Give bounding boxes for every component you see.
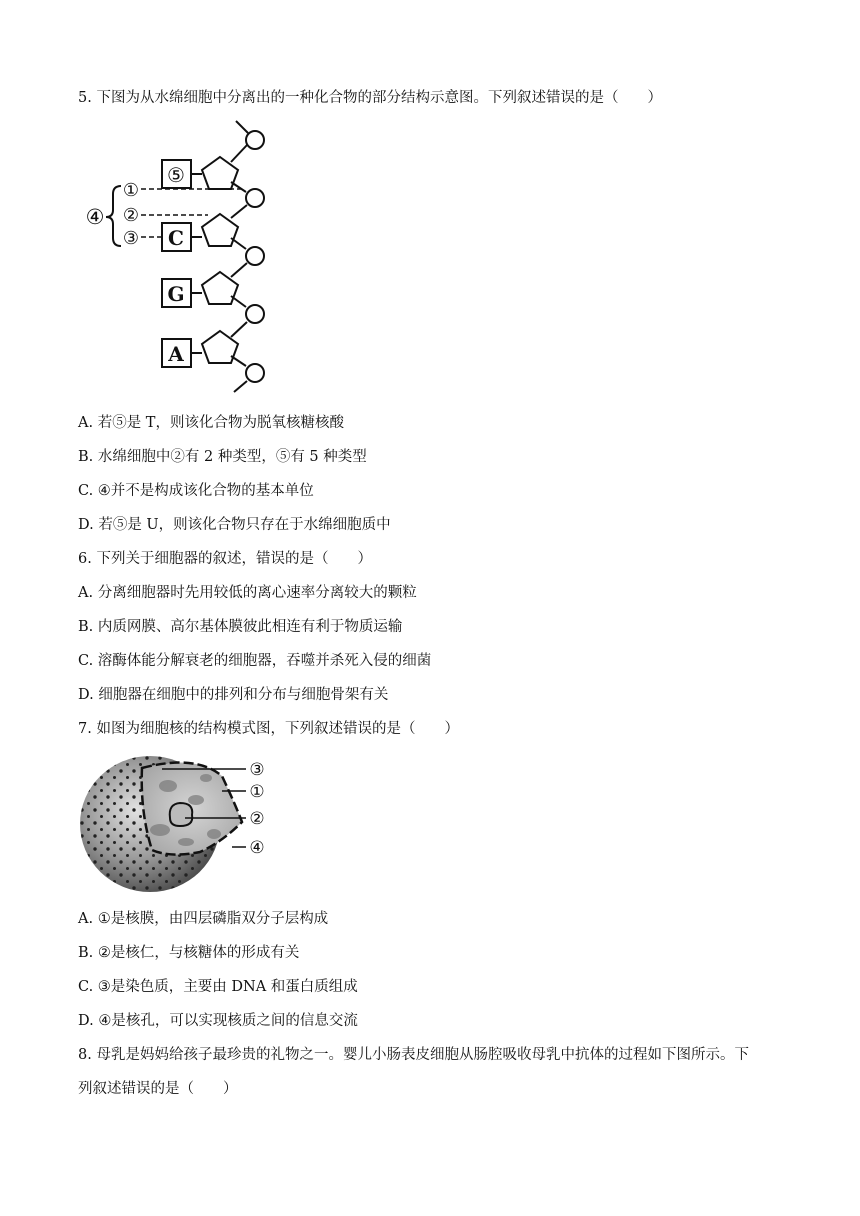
nucleotide-chain-figure	[80, 112, 280, 402]
base-label-c: C	[168, 226, 184, 250]
nucleus-label-1: ①	[249, 782, 265, 802]
phosphate-circle	[246, 131, 264, 149]
q7-option-a: A. ①是核膜，由四层磷脂双分子层构成	[78, 911, 329, 927]
label-group-4: ④	[85, 205, 105, 229]
q7-option-d: D. ④是核孔，可以实现核质之间的信息交流	[78, 1013, 358, 1029]
sugar-pentagon	[202, 157, 238, 189]
nucleolus	[170, 803, 193, 826]
q6-option-b: B. 内质网膜、高尔基体膜彼此相连有利于物质运输	[78, 619, 403, 635]
q7-option-c: C. ③是染色质，主要由 DNA 和蛋白质组成	[78, 979, 358, 995]
phosphate-circle	[246, 247, 264, 265]
base-label-top: ⑤	[167, 163, 185, 187]
base-label-g: G	[167, 282, 185, 306]
backbone-segment	[231, 263, 247, 277]
q5-option-a: A. 若⑤是 T，则该化合物为脱氧核糖核酸	[78, 415, 344, 431]
nucleus-label-4: ④	[249, 838, 265, 858]
label-1: ①	[122, 180, 140, 201]
q6-stem: 6. 下列关于细胞器的叙述，错误的是（ ）	[78, 551, 372, 567]
q5-option-b: B. 水绵细胞中②有 2 种类型，⑤有 5 种类型	[78, 449, 367, 465]
phosphate-circle	[246, 305, 264, 323]
phosphate-circle	[246, 364, 264, 382]
label-3: ③	[122, 228, 140, 249]
q5-option-c: C. ④并不是构成该化合物的基本单位	[78, 483, 314, 499]
q6-option-d: D. 细胞器在细胞中的排列和分布与细胞骨架有关	[78, 687, 389, 703]
q7-stem: 7. 如图为细胞核的结构模式图，下列叙述错误的是（ ）	[78, 721, 459, 737]
base-label-a: A	[168, 342, 184, 366]
backbone-segment	[231, 205, 247, 218]
q6-option-c: C. 溶酶体能分解衰老的细胞器，吞噬并杀死入侵的细菌	[78, 653, 432, 669]
q5-option-d: D. 若⑤是 U，则该化合物只存在于水绵细胞质中	[78, 517, 391, 533]
backbone-segment	[231, 145, 247, 162]
backbone-segment	[231, 322, 247, 337]
q6-option-a: A. 分离细胞器时先用较低的离心速率分离较大的颗粒	[78, 585, 417, 601]
q5-stem: 5. 下图为从水绵细胞中分离出的一种化合物的部分结构示意图。下列叙述错误的是（ ）	[78, 90, 662, 106]
nucleus-label-2: ②	[249, 809, 265, 829]
q8-stem-line1: 8. 母乳是妈妈给孩子最珍贵的礼物之一。婴儿小肠表皮细胞从肠腔吸收母乳中抗体的过程如下图所示。下	[78, 1047, 749, 1063]
backbone-segment	[234, 381, 247, 392]
cell-nucleus-figure	[78, 752, 278, 898]
brace-shape	[106, 186, 121, 246]
phosphate-circle	[246, 189, 264, 207]
nucleus-label-3: ③	[249, 760, 265, 780]
backbone-segment	[236, 121, 248, 133]
q7-option-b: B. ②是核仁，与核糖体的形成有关	[78, 945, 300, 961]
label-2: ②	[122, 205, 140, 226]
sugar-pentagon	[202, 214, 238, 246]
q8-stem-line2: 列叙述错误的是（ ）	[78, 1081, 238, 1097]
